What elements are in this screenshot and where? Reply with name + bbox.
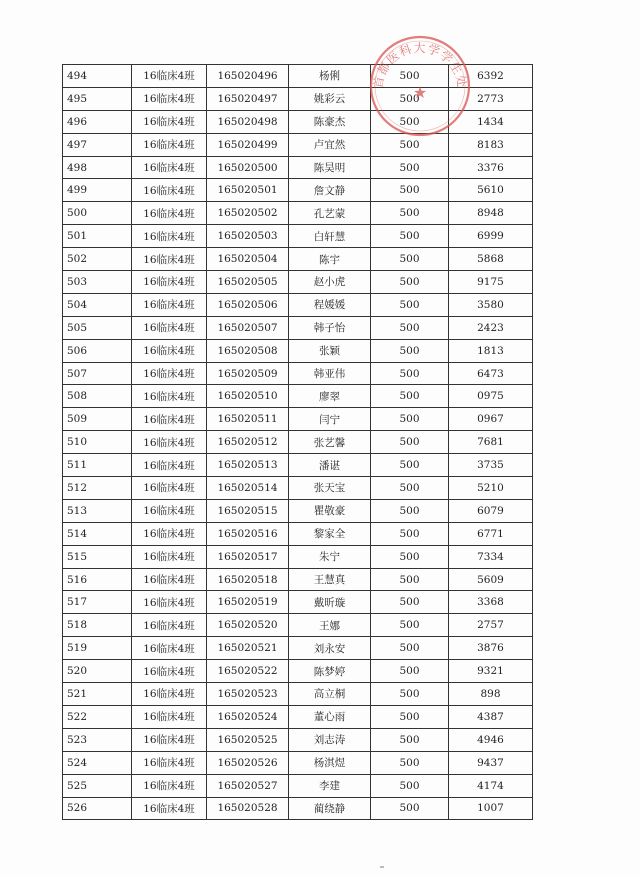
cell-seq: 495 <box>63 87 132 110</box>
cell-code: 8948 <box>449 202 533 225</box>
cell-name: 刘志涛 <box>289 728 371 751</box>
cell-seq: 494 <box>63 65 132 88</box>
table-row <box>63 202 533 225</box>
cell-seq: 526 <box>63 797 132 820</box>
cell-class: 16临床4班 <box>132 797 207 820</box>
table-row <box>63 225 533 248</box>
cell-seq: 515 <box>63 545 132 568</box>
cell-name: 董心雨 <box>289 705 371 728</box>
cell-id: 165020508 <box>207 339 289 362</box>
cell-code: 5210 <box>449 477 533 500</box>
table-row <box>63 614 533 637</box>
cell-code: 3876 <box>449 637 533 660</box>
cell-seq: 500 <box>63 202 132 225</box>
cell-name: 朱宁 <box>289 545 371 568</box>
cell-name: 廖翠 <box>289 385 371 408</box>
cell-class: 16临床4班 <box>132 362 207 385</box>
cell-seq: 501 <box>63 225 132 248</box>
cell-class: 16临床4班 <box>132 568 207 591</box>
cell-name: 高立桐 <box>289 683 371 706</box>
cell-id: 165020527 <box>207 774 289 797</box>
cell-seq: 506 <box>63 339 132 362</box>
cell-code: 5868 <box>449 248 533 271</box>
cell-id: 165020517 <box>207 545 289 568</box>
cell-code: 7681 <box>449 431 533 454</box>
cell-id: 165020512 <box>207 431 289 454</box>
cell-amount: 500 <box>371 362 449 385</box>
cell-amount: 500 <box>371 408 449 431</box>
cell-id: 165020528 <box>207 797 289 820</box>
cell-code: 9321 <box>449 660 533 683</box>
table-row <box>63 545 533 568</box>
table-row <box>63 133 533 156</box>
cell-amount: 500 <box>371 156 449 179</box>
cell-amount: 500 <box>371 545 449 568</box>
cell-code: 9437 <box>449 751 533 774</box>
cell-name: 陈昊明 <box>289 156 371 179</box>
cell-amount: 500 <box>371 477 449 500</box>
cell-code: 7334 <box>449 545 533 568</box>
table-row <box>63 637 533 660</box>
cell-seq: 518 <box>63 614 132 637</box>
cell-code: 6079 <box>449 499 533 522</box>
cell-seq: 513 <box>63 499 132 522</box>
roster-table <box>62 64 533 820</box>
cell-name: 陈梦婷 <box>289 660 371 683</box>
cell-name: 黎家全 <box>289 522 371 545</box>
cell-code: 8183 <box>449 133 533 156</box>
cell-class: 16临床4班 <box>132 202 207 225</box>
table-row <box>63 683 533 706</box>
cell-id: 165020526 <box>207 751 289 774</box>
cell-seq: 522 <box>63 705 132 728</box>
cell-id: 165020509 <box>207 362 289 385</box>
cell-name: 韩亚伟 <box>289 362 371 385</box>
cell-seq: 504 <box>63 293 132 316</box>
cell-code: 2773 <box>449 87 533 110</box>
cell-name: 王娜 <box>289 614 371 637</box>
cell-seq: 512 <box>63 477 132 500</box>
cell-name: 卢宜然 <box>289 133 371 156</box>
cell-amount: 500 <box>371 431 449 454</box>
cell-seq: 498 <box>63 156 132 179</box>
cell-id: 165020521 <box>207 637 289 660</box>
cell-id: 165020520 <box>207 614 289 637</box>
cell-code: 898 <box>449 683 533 706</box>
table-row <box>63 248 533 271</box>
cell-class: 16临床4班 <box>132 248 207 271</box>
cell-seq: 507 <box>63 362 132 385</box>
table-row <box>63 522 533 545</box>
cell-amount: 500 <box>371 728 449 751</box>
cell-class: 16临床4班 <box>132 477 207 500</box>
cell-name: 王慧真 <box>289 568 371 591</box>
cell-amount: 500 <box>371 110 449 133</box>
cell-name: 陈豪杰 <box>289 110 371 133</box>
cell-amount: 500 <box>371 614 449 637</box>
cell-seq: 523 <box>63 728 132 751</box>
cell-name: 蔺绕静 <box>289 797 371 820</box>
table-row <box>63 179 533 202</box>
cell-seq: 497 <box>63 133 132 156</box>
cell-amount: 500 <box>371 774 449 797</box>
cell-amount: 500 <box>371 293 449 316</box>
cell-class: 16临床4班 <box>132 705 207 728</box>
cell-id: 165020515 <box>207 499 289 522</box>
cell-seq: 521 <box>63 683 132 706</box>
cell-seq: 511 <box>63 454 132 477</box>
cell-class: 16临床4班 <box>132 774 207 797</box>
table-row <box>63 751 533 774</box>
cell-seq: 520 <box>63 660 132 683</box>
cell-code: 2757 <box>449 614 533 637</box>
cell-code: 6473 <box>449 362 533 385</box>
cell-class: 16临床4班 <box>132 499 207 522</box>
cell-amount: 500 <box>371 248 449 271</box>
cell-seq: 505 <box>63 316 132 339</box>
cell-code: 0967 <box>449 408 533 431</box>
cell-name: 孔艺蒙 <box>289 202 371 225</box>
cell-class: 16临床4班 <box>132 110 207 133</box>
cell-id: 165020513 <box>207 454 289 477</box>
cell-id: 165020507 <box>207 316 289 339</box>
cell-id: 165020516 <box>207 522 289 545</box>
table-row <box>63 339 533 362</box>
cell-amount: 500 <box>371 179 449 202</box>
cell-amount: 500 <box>371 522 449 545</box>
cell-name: 李建 <box>289 774 371 797</box>
cell-id: 165020498 <box>207 110 289 133</box>
table-row <box>63 728 533 751</box>
cell-amount: 500 <box>371 133 449 156</box>
cell-code: 3368 <box>449 591 533 614</box>
cell-amount: 500 <box>371 65 449 88</box>
cell-class: 16临床4班 <box>132 293 207 316</box>
cell-code: 3735 <box>449 454 533 477</box>
cell-code: 5610 <box>449 179 533 202</box>
cell-class: 16临床4班 <box>132 385 207 408</box>
cell-amount: 500 <box>371 339 449 362</box>
cell-class: 16临床4班 <box>132 637 207 660</box>
cell-id: 165020511 <box>207 408 289 431</box>
cell-class: 16临床4班 <box>132 271 207 294</box>
cell-seq: 516 <box>63 568 132 591</box>
cell-class: 16临床4班 <box>132 545 207 568</box>
cell-class: 16临床4班 <box>132 339 207 362</box>
cell-code: 2423 <box>449 316 533 339</box>
cell-name: 杨俐 <box>289 65 371 88</box>
cell-code: 1434 <box>449 110 533 133</box>
cell-class: 16临床4班 <box>132 454 207 477</box>
cell-id: 165020503 <box>207 225 289 248</box>
cell-seq: 503 <box>63 271 132 294</box>
table-row <box>63 797 533 820</box>
cell-seq: 499 <box>63 179 132 202</box>
cell-seq: 519 <box>63 637 132 660</box>
table-row <box>63 591 533 614</box>
cell-class: 16临床4班 <box>132 683 207 706</box>
table-row <box>63 568 533 591</box>
cell-code: 3580 <box>449 293 533 316</box>
cell-name: 陈宇 <box>289 248 371 271</box>
scan-mark <box>380 866 384 868</box>
cell-code: 4387 <box>449 705 533 728</box>
table-row <box>63 271 533 294</box>
cell-amount: 500 <box>371 591 449 614</box>
table-row <box>63 774 533 797</box>
cell-id: 165020506 <box>207 293 289 316</box>
table-row <box>63 316 533 339</box>
cell-name: 潘谌 <box>289 454 371 477</box>
cell-amount: 500 <box>371 568 449 591</box>
cell-class: 16临床4班 <box>132 87 207 110</box>
table-row <box>63 65 533 88</box>
cell-id: 165020510 <box>207 385 289 408</box>
cell-id: 165020524 <box>207 705 289 728</box>
cell-amount: 500 <box>371 499 449 522</box>
cell-class: 16临床4班 <box>132 408 207 431</box>
table-row <box>63 87 533 110</box>
table-row <box>63 408 533 431</box>
cell-code: 3376 <box>449 156 533 179</box>
cell-class: 16临床4班 <box>132 225 207 248</box>
cell-name: 姚彩云 <box>289 87 371 110</box>
svg-text:首都医科大学学生处: 首都医科大学学生处 <box>370 41 470 90</box>
cell-code: 1813 <box>449 339 533 362</box>
cell-class: 16临床4班 <box>132 316 207 339</box>
cell-amount: 500 <box>371 454 449 477</box>
cell-seq: 517 <box>63 591 132 614</box>
cell-name: 张艺馨 <box>289 431 371 454</box>
cell-id: 165020500 <box>207 156 289 179</box>
cell-amount: 500 <box>371 660 449 683</box>
cell-code: 6771 <box>449 522 533 545</box>
cell-name: 韩子怡 <box>289 316 371 339</box>
svg-text:★: ★ <box>412 83 428 102</box>
cell-code: 6999 <box>449 225 533 248</box>
cell-amount: 500 <box>371 225 449 248</box>
cell-class: 16临床4班 <box>132 522 207 545</box>
cell-seq: 496 <box>63 110 132 133</box>
table-row <box>63 385 533 408</box>
cell-class: 16临床4班 <box>132 431 207 454</box>
table-row <box>63 454 533 477</box>
cell-amount: 500 <box>371 385 449 408</box>
cell-name: 赵小虎 <box>289 271 371 294</box>
cell-class: 16临床4班 <box>132 156 207 179</box>
cell-class: 16临床4班 <box>132 751 207 774</box>
cell-class: 16临床4班 <box>132 660 207 683</box>
roster-body <box>63 65 533 820</box>
cell-id: 165020505 <box>207 271 289 294</box>
cell-name: 程媛媛 <box>289 293 371 316</box>
cell-class: 16临床4班 <box>132 133 207 156</box>
cell-seq: 510 <box>63 431 132 454</box>
cell-id: 165020518 <box>207 568 289 591</box>
cell-code: 5609 <box>449 568 533 591</box>
table-row <box>63 431 533 454</box>
cell-id: 165020502 <box>207 202 289 225</box>
cell-name: 詹文静 <box>289 179 371 202</box>
cell-code: 4174 <box>449 774 533 797</box>
cell-seq: 509 <box>63 408 132 431</box>
cell-class: 16临床4班 <box>132 614 207 637</box>
cell-code: 1007 <box>449 797 533 820</box>
cell-name: 刘永安 <box>289 637 371 660</box>
cell-seq: 502 <box>63 248 132 271</box>
table-row <box>63 477 533 500</box>
cell-id: 165020504 <box>207 248 289 271</box>
cell-seq: 524 <box>63 751 132 774</box>
cell-amount: 500 <box>371 637 449 660</box>
table-row <box>63 705 533 728</box>
cell-name: 闫宁 <box>289 408 371 431</box>
cell-id: 165020519 <box>207 591 289 614</box>
table-row <box>63 660 533 683</box>
cell-class: 16临床4班 <box>132 728 207 751</box>
cell-code: 4946 <box>449 728 533 751</box>
cell-name: 杨淇煜 <box>289 751 371 774</box>
cell-seq: 525 <box>63 774 132 797</box>
cell-name: 白轩慧 <box>289 225 371 248</box>
cell-code: 6392 <box>449 65 533 88</box>
cell-id: 165020522 <box>207 660 289 683</box>
cell-id: 165020525 <box>207 728 289 751</box>
cell-id: 165020496 <box>207 65 289 88</box>
table-row <box>63 156 533 179</box>
cell-name: 瞿敬豪 <box>289 499 371 522</box>
cell-code: 0975 <box>449 385 533 408</box>
cell-amount: 500 <box>371 797 449 820</box>
cell-name: 张天宝 <box>289 477 371 500</box>
cell-amount: 500 <box>371 751 449 774</box>
cell-amount: 500 <box>371 271 449 294</box>
table-row <box>63 362 533 385</box>
cell-class: 16临床4班 <box>132 179 207 202</box>
cell-class: 16临床4班 <box>132 65 207 88</box>
cell-amount: 500 <box>371 202 449 225</box>
cell-amount: 500 <box>371 316 449 339</box>
cell-id: 165020497 <box>207 87 289 110</box>
cell-amount: 500 <box>371 683 449 706</box>
cell-id: 165020501 <box>207 179 289 202</box>
cell-class: 16临床4班 <box>132 591 207 614</box>
table-row <box>63 293 533 316</box>
table-row <box>63 499 533 522</box>
cell-id: 165020523 <box>207 683 289 706</box>
cell-id: 165020499 <box>207 133 289 156</box>
cell-name: 戴昕璇 <box>289 591 371 614</box>
cell-seq: 514 <box>63 522 132 545</box>
cell-code: 9175 <box>449 271 533 294</box>
table-row <box>63 110 533 133</box>
cell-seq: 508 <box>63 385 132 408</box>
cell-name: 张颖 <box>289 339 371 362</box>
cell-amount: 500 <box>371 705 449 728</box>
cell-amount: 500 <box>371 87 449 110</box>
cell-id: 165020514 <box>207 477 289 500</box>
